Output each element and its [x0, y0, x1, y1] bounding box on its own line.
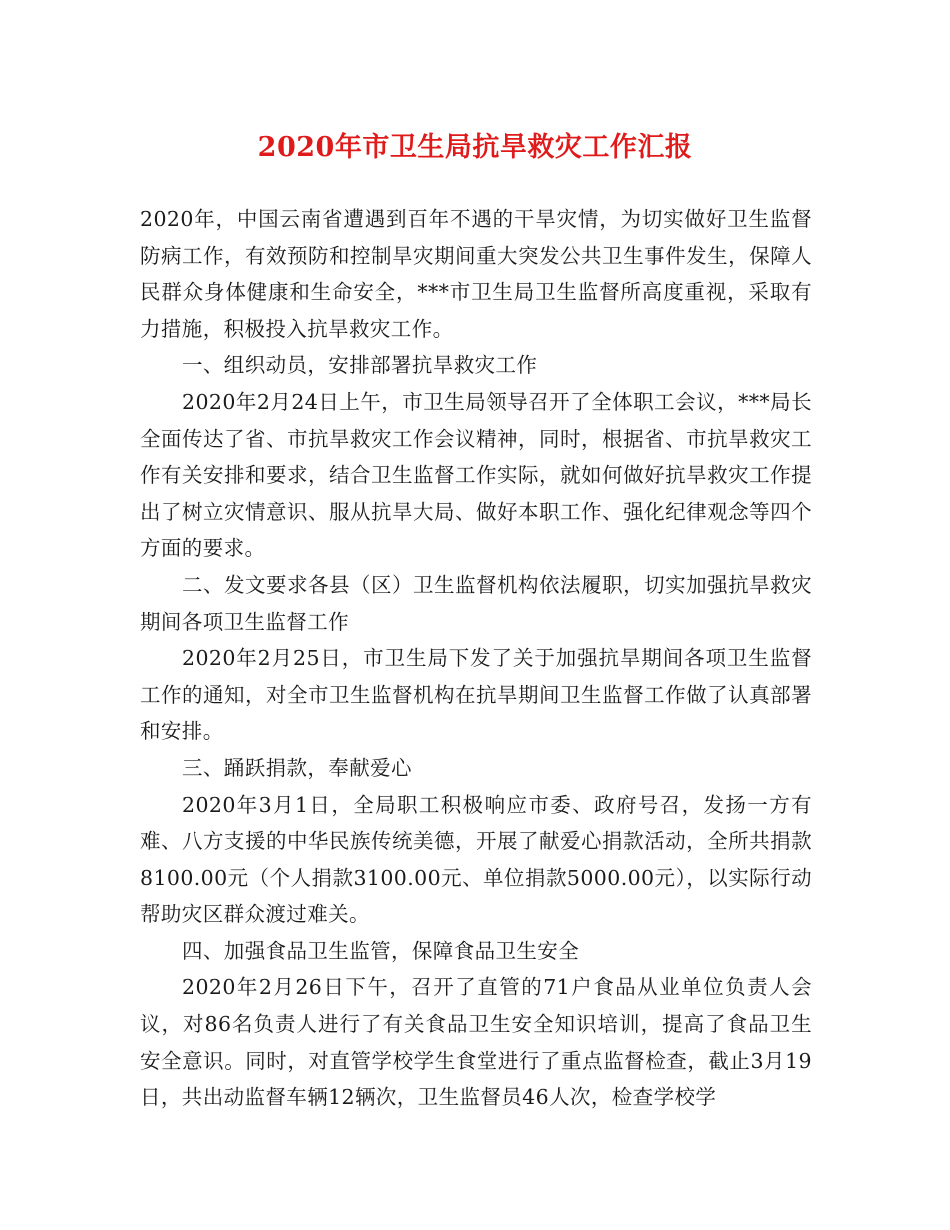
- paragraph-section-1: 2020年2月24日上午，市卫生局领导召开了全体职工会议，***局长全面传达了省、市抗旱救灾工作会议精神，同时，根据省、市抗旱救灾工作有关安排和要求，结合卫生监督工作实际，就如何做好抗旱救灾工作提出了树立灾情意识、服从抗旱大局、做好本职工作、强化纪律观念等四个方面的要求。: [140, 389, 812, 561]
- section-heading-4: 四、加强食品卫生监管，保障食品卫生安全: [182, 938, 580, 963]
- section-heading-2: 二、发文要求各县（区）卫生监督机构依法履职，切实加强抗旱救灾期间各项卫生监督工作: [140, 572, 812, 634]
- section-heading-3: 三、踊跃捐款，奉献爱心: [182, 755, 412, 780]
- paragraph-section-2: 2020年2月25日，市卫生局下发了关于加强抗旱期间各项卫生监督工作的通知，对全市卫生监督机构在抗旱期间卫生监督工作做了认真部署和安排。: [140, 646, 812, 744]
- document-body: [140, 201, 812, 1116]
- paragraph-intro: 2020年，中国云南省遭遇到百年不遇的干旱灾情，为切实做好卫生监督防病工作，有效预防和控制旱灾期间重大突发公共卫生事件发生，保障人民群众身体健康和生命安全，***市卫生局卫生监督所高度重视，采取有力措施，积极投入抗旱救灾工作。: [140, 207, 812, 341]
- section-heading-1: 一、组织动员，安排部署抗旱救灾工作: [182, 353, 538, 378]
- paragraph-section-3: 2020年3月1日，全局职工积极响应市委、政府号召，发扬一方有难、八方支援的中华民族传统美德，开展了献爱心捐款活动，全所共捐款8100.00元（个人捐款3100.00元、单位捐款5000.00元），以实际行动帮助灾区群众渡过难关。: [140, 792, 812, 927]
- paragraph-section-4: 2020年2月26日下午，召开了直管的71户食品从业单位负责人会议，对86名负责人进行了有关食品卫生安全知识培训，提高了食品卫生安全意识。同时，对直管学校学生食堂进行了重点监督检查，截止3月19日，共出动监督车辆12辆次，卫生监督员46人次，检查学校学: [140, 975, 812, 1110]
- document-title: 2020年市卫生局抗旱救灾工作汇报: [257, 132, 693, 163]
